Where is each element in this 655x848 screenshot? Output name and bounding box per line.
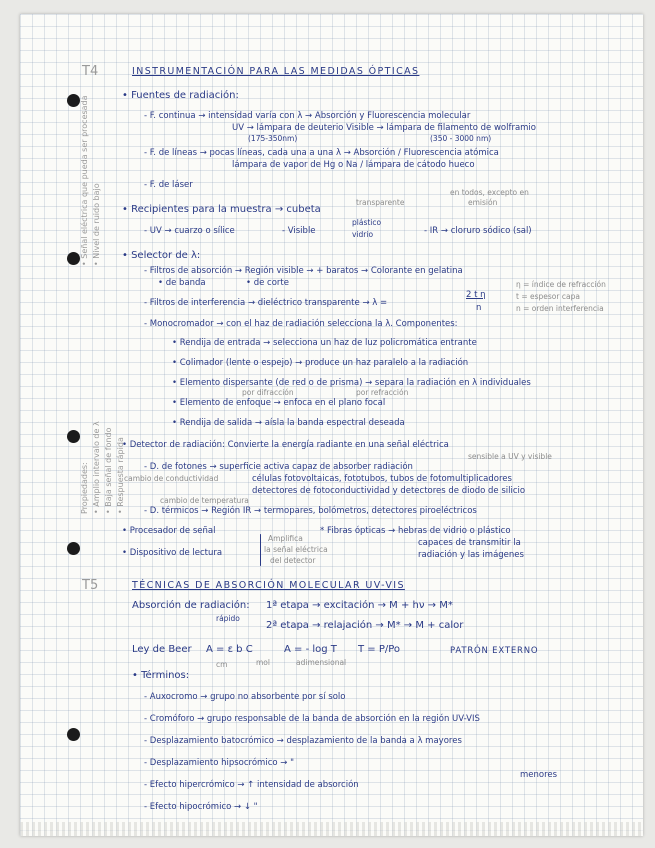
torn-edge [20,822,643,836]
termino-auxocromo: - Auxocromo → grupo no absorbente por sí solo [144,692,346,702]
filtro-de-corte: • de corte [246,278,289,288]
heading-recipientes: • Recipientes para la muestra → cubeta [122,204,321,215]
side-note-t: t = espesor capa [516,292,580,301]
margin-note-range: • Amplio intervalo de λ [92,421,101,514]
formula-numerator: 2 t η [466,290,486,300]
note-amplifica-1: Amplifica [268,534,303,543]
notebook-page [20,14,643,836]
note-transparente: transparente [356,198,405,207]
etapa-2: 2ª etapa → relajación → M* → M + calor [266,620,464,631]
units-mol: mol [256,658,270,667]
detector-termicos: - D. térmicos → Región IR → termopares, bolómetros, detectores piroeléctricos [144,506,477,516]
fuente-continua: - F. continua → intensidad varía con λ → Absorción y Fluorescencia molecular [144,111,471,121]
recipiente-ir: - IR → cloruro sódico (sal) [424,226,532,236]
note-amplifica-3: del detector [270,556,316,565]
binder-hole [67,542,80,555]
note-rapido: rápido [216,614,240,623]
heading-selector: • Selector de λ: [122,250,201,261]
uv-range: (175-350nm) [248,134,298,143]
heading-procesador: • Procesador de señal [122,526,216,536]
rendija-salida: • Rendija de salida → aísla la banda espectral deseada [172,418,405,428]
bracket [260,534,261,566]
rendija-entrada: • Rendija de entrada → selecciona un haz de luz policromática entrante [172,338,477,348]
note-emision: emisión [468,198,498,207]
absorcion-radiacion: Absorción de radiación: [132,600,250,611]
recipiente-vidrio: vidrio [352,230,374,239]
note-cambio-temp: cambio de temperatura [160,496,249,505]
ley-beer-formula: A = ε b C [206,644,253,655]
elemento-enfoque: • Elemento de enfoque → enfoca en el plano focal [172,398,386,408]
binder-hole [67,94,80,107]
termino-cromoforo: - Cromóforo → grupo responsable de la banda de absorción en la región UV-VIS [144,714,480,724]
section-title-t4: INSTRUMENTACIÓN PARA LAS MEDIDAS ÓPTICAS [132,66,420,77]
heading-terminos: • Términos: [132,670,190,681]
note-cambio-cond: cambio de conductividad [124,474,219,483]
note-por-difraccion: por difracción [242,388,294,397]
fibras-capaces: capaces de transmitir la [418,538,521,548]
fibras-opticas: * Fibras ópticas → hebras de vidrio o plástico [320,526,511,536]
filtro-de-banda: • de banda [158,278,206,288]
elemento-dispersante: • Elemento dispersante (de red o de prisma) → separa la radiación en λ individuales [172,378,531,388]
termino-hipercromico: - Efecto hipercrómico → ↑ intensidad de absorción [144,780,359,790]
colimador: • Colimador (lente o espejo) → produce un haz paralelo a la radiación [172,358,469,368]
binder-hole [67,728,80,741]
ley-beer-transmitancia: T = P/Po [358,644,401,655]
formula-denominator: n [476,303,482,313]
fuente-continua-lamparas: UV → lámpara de deuterio Visible → lámpara de filamento de wolframio [232,123,536,133]
heading-detector: • Detector de radiación: Convierte la energía radiante en una señal eléctrica [122,440,449,450]
detector-celulas: células fotovoltaicas, fototubos, tubos de fotomultiplicadores [252,474,512,484]
fibras-radiacion: radiación y las imágenes [418,550,524,560]
detector-fotoconductividad: detectores de fotoconductividad y detectores de diodo de silicio [252,486,526,496]
side-note-n: n = orden interferencia [516,304,604,313]
heading-lectura: • Dispositivo de lectura [122,548,223,558]
patron-externo: PATRÓN EXTERNO [450,646,539,656]
detector-fotones: - D. de fotones → superficie activa capaz de absorber radiación [144,462,413,472]
recipiente-uv: - UV → cuarzo o sílice [144,226,235,236]
margin-note-signal: • Señal eléctrica que pueda ser procesada [80,95,89,266]
vis-range: (350 - 3000 nm) [430,134,492,143]
fuente-lineas-lamparas: lámpara de vapor de Hg o Na / lámpara de cátodo hueco [232,160,475,170]
binder-hole [67,430,80,443]
ley-beer-log: A = - log T [284,644,337,655]
recipiente-plastico: plástico [352,218,382,227]
termino-hipocromico: - Efecto hipocrómico → ↓ " [144,802,258,812]
binder-hole [67,252,80,265]
margin-note-background: • Baja señal de fondo [104,427,113,514]
recipiente-visible: - Visible [282,226,316,236]
margin-note-properties: Propiedades: [80,462,89,514]
heading-fuentes: • Fuentes de radiación: [122,90,239,101]
margin-note-noise: • Nivel de ruido bajo [92,183,101,266]
note-sensible: sensible a UV y visible [468,452,552,461]
termino-hipsocromico: - Desplazamiento hipsocrómico → " [144,758,295,768]
monocromador: - Monocromador → con el haz de radiación selecciona la λ. Componentes: [144,319,458,329]
margin-note-response: • Respuesta rápida [116,437,125,514]
fuente-laser: - F. de láser [144,180,193,190]
etapa-1: 1ª etapa → excitación → M + hν → M* [266,600,453,611]
side-note-eta: η = índice de refracción [516,280,606,289]
units-cm: cm [216,660,228,669]
fuente-lineas: - F. de líneas → pocas líneas, cada una a una λ → Absorción / Fluorescencia atómica [144,148,499,158]
section-tag-t4: T4 [82,64,99,79]
termino-batocromico: - Desplazamiento batocrómico → desplazamiento de la banda a λ mayores [144,736,462,746]
ley-beer-label: Ley de Beer [132,644,192,655]
note-en-todos: en todos, excepto en [450,188,529,197]
filtros-absorcion: - Filtros de absorción → Región visible → + baratos → Colorante en gelatina [144,266,463,276]
section-tag-t5: T5 [82,578,99,593]
filtros-interferencia: - Filtros de interferencia → dieléctrico transparente → λ = [144,298,388,308]
units-adimensional: adimensional [296,658,347,667]
note-amplifica-2: la señal eléctrica [264,545,328,554]
note-por-refraccion: por refracción [356,388,409,397]
section-title-t5: TÉCNICAS DE ABSORCIÓN MOLECULAR UV-VIS [132,580,405,591]
note-menores: menores [520,770,558,780]
